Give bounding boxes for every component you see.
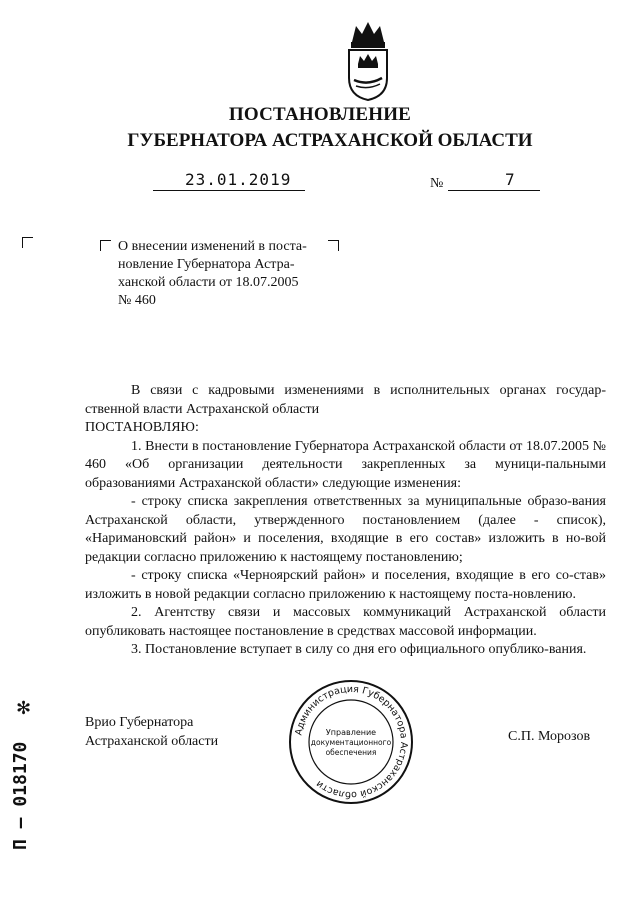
document-number: 7: [505, 170, 515, 189]
number-sign: №: [430, 176, 444, 191]
subject-line: О внесении изменений в поста-: [118, 239, 307, 254]
document-date: 23.01.2019: [185, 170, 292, 189]
body-paragraph-1b: - строку списка «Черноярский район» и поселения, входящие в его со-став» изложить в новой редакции согласно приложению к настоящему поста-новлению.: [85, 568, 606, 602]
body-paragraph-1a: - строку списка закрепления ответственных за муниципальные образо-вания Астраханской области, утвержденного постановлением (далее - список), «Наримановский район» и поселения, входящие в его состав» изложить в но-вой редакции согласно приложению к настоящему постановлению;: [85, 494, 606, 565]
seal-center-line: обеспечения: [325, 748, 377, 757]
date-underline: [153, 190, 305, 191]
body-paragraph-1: 1. Внести в постановление Губернатора Астраханской области от 18.07.2005 № 460 «Об организации деятельности закрепленных за муници-пальными образованиями Астраханской области» следующие изменения:: [85, 438, 606, 491]
subject-line: новление Губернатора Астра-: [118, 257, 295, 272]
corner-mark-subject-left: [100, 240, 111, 251]
body-intro: В связи с кадровыми изменениями в исполнительных органах государ-ственной власти Астраханской области: [85, 383, 606, 417]
seal-ring-text: Администрация Губернатора Астраханской области: [293, 683, 410, 801]
number-underline: [448, 190, 540, 191]
position-line: Астраханской области: [85, 734, 219, 749]
official-seal-icon: [287, 678, 415, 806]
serial-number: П – 018170: [10, 741, 31, 850]
signatory-position: [85, 713, 218, 751]
document-title: ПОСТАНОВЛЕНИЕ: [228, 104, 412, 125]
document-subject: [118, 238, 330, 310]
document-issuer: ГУБЕРНАТОРА АСТРАХАНСКОЙ ОБЛАСТИ: [127, 130, 533, 151]
corner-mark-left: [22, 237, 33, 248]
seal-center-line: Управление: [325, 728, 377, 737]
asterisk-mark: ✻: [16, 700, 32, 719]
position-line: Врио Губернатора: [85, 715, 194, 730]
body-paragraph-3: 3. Постановление вступает в силу со дня его официального опублико-вания.: [131, 642, 587, 657]
signatory-name: С.П. Морозов: [508, 729, 591, 744]
serial-number-stamp: [8, 700, 38, 860]
document-body: [85, 382, 606, 660]
subject-line: № 460: [118, 293, 156, 308]
body-paragraph-2: 2. Агентству связи и массовых коммуникаций Астраханской области опубликовать настоящее постановление в средствах массовой информации.: [85, 605, 606, 639]
seal-center-line: документационного: [310, 738, 392, 747]
body-decree: ПОСТАНОВЛЯЮ:: [85, 420, 199, 435]
coat-of-arms-icon: [342, 20, 394, 102]
subject-line: ханской области от 18.07.2005: [118, 275, 299, 290]
